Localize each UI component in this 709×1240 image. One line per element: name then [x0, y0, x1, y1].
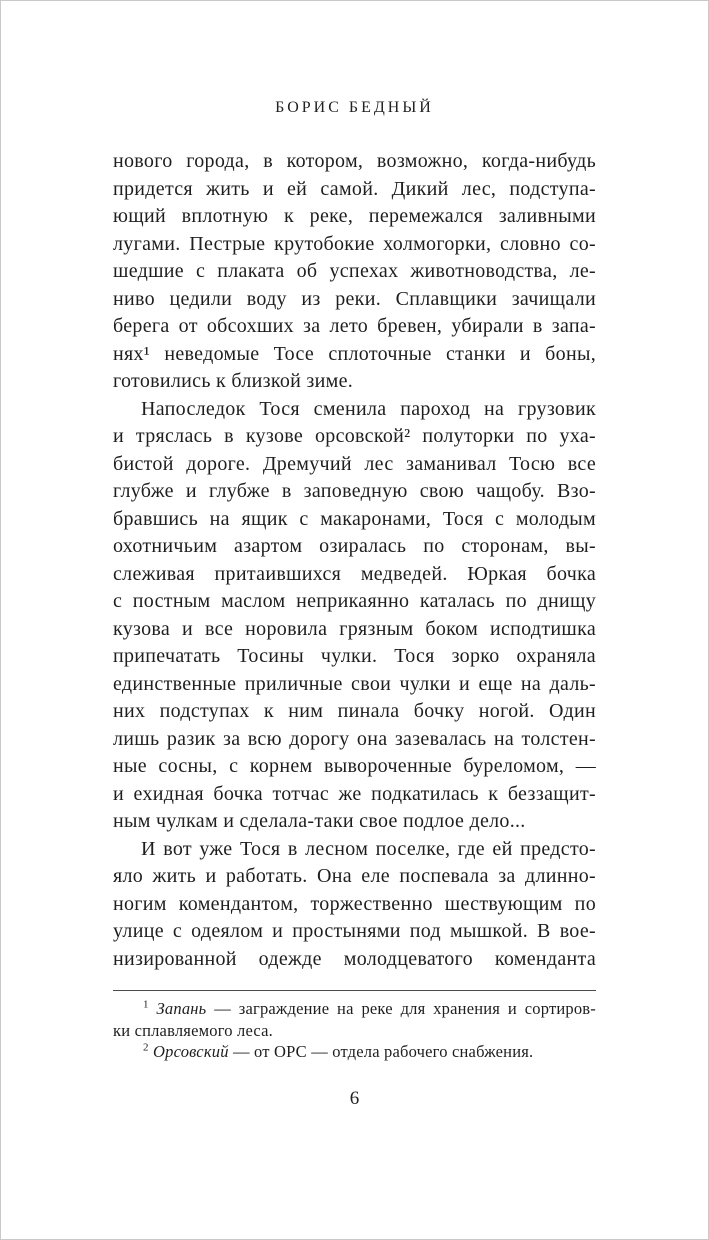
text-line: припечатать Тосины чулки. Тося зорко охраняла [113, 645, 596, 667]
body-text [113, 148, 596, 973]
text-line: ющий вплотную к реке, перемежался заливными [113, 205, 596, 227]
text-line: ногим комендантом, торжественно шествующим по [113, 892, 596, 915]
text-line: глубже и глубже в заповедную свою чащобу. Взо- [113, 480, 596, 502]
footnote-line: ки сплавляемого леса. [113, 1020, 273, 1040]
text-line: нового города, в котором, возможно, когда-нибудь [113, 150, 596, 172]
text-line: ные сосны, с корнем вывороченные буреломом, — [113, 755, 596, 777]
text-line: слеживая притаившихся медведей. Юркая бочка [113, 562, 596, 585]
paragraph-2 [113, 396, 596, 836]
text-line: них подступах к ним пинала бочку ногой. Один [113, 700, 596, 722]
text-line: И вот уже Тося в лесном поселке, где ей предсто- [141, 837, 596, 860]
text-line: нях¹ неведомые Тосе сплоточные станки и боны, [113, 342, 596, 365]
text-line: Напоследок Тося сменила пароход на грузовик [141, 397, 596, 420]
running-header: БОРИС БЕДНЫЙ [275, 99, 434, 116]
text-line: придется жить и ей самой. Дикий лес, подступа- [113, 177, 596, 200]
text-line: шедшие с плаката об успехах животноводства, ле- [113, 260, 596, 282]
text-line: ным чулкам и сделала-таки свое подлое дело... [113, 810, 526, 832]
footnote-marker: 2 [143, 1041, 149, 1054]
footnote-line [113, 998, 596, 1020]
footnote-text: — от ОРС — отдела рабочего снабжения. [228, 1042, 534, 1061]
text-line: ниво цедили воду из реки. Сплавщики зачищали [113, 287, 596, 310]
footnote-term: Запань [156, 999, 207, 1018]
text-line: с постным маслом неприкаянно каталась по днищу [113, 590, 596, 612]
text-line: охотничьим азартом озиралась по сторонам, вы- [113, 535, 596, 557]
text-line: и ехидная бочка тотчас же подкатилась к беззащит- [113, 782, 596, 805]
footnote-text: — заграждение на реке для хранения и сортиров- [206, 999, 596, 1018]
text-line: низированной одежде молодцеватого коменданта [113, 947, 596, 970]
text-line: кузова и все норовила грязным боком исподтишка [113, 617, 596, 640]
text-line: лугами. Пестрые крутобокие холмогорки, словно со- [113, 232, 596, 255]
text-line: и тряслась в кузове орсовской² полуторки по уха- [113, 425, 596, 447]
page-number: 6 [349, 1087, 360, 1109]
text-line: готовились к близкой зиме. [113, 370, 354, 392]
text-line: бистой дороге. Дремучий лес заманивал Тосю все [113, 452, 596, 475]
text-line: бравшись на ящик с макаронами, Тося с молодым [113, 507, 596, 530]
footnote-line [113, 1041, 596, 1063]
footnote-term: Орсовский [153, 1042, 229, 1061]
paragraph-3 [113, 836, 596, 974]
paragraph-1 [113, 148, 596, 396]
text-line: единственные приличные свои чулки и еще на даль- [113, 672, 596, 695]
text-line: яло жить и работать. Она еле поспевала за длинно- [113, 865, 596, 887]
footnote-marker: 1 [143, 998, 149, 1011]
text-line: лишь разик за всю дорогу она зазевалась на толстен- [113, 727, 596, 750]
text-line: берега от обсохших за лето бревен, убирали в запа- [113, 315, 596, 337]
footnotes-section [113, 990, 596, 1063]
text-line: улице с одеялом и простынями под мышкой. В вое- [113, 920, 596, 942]
